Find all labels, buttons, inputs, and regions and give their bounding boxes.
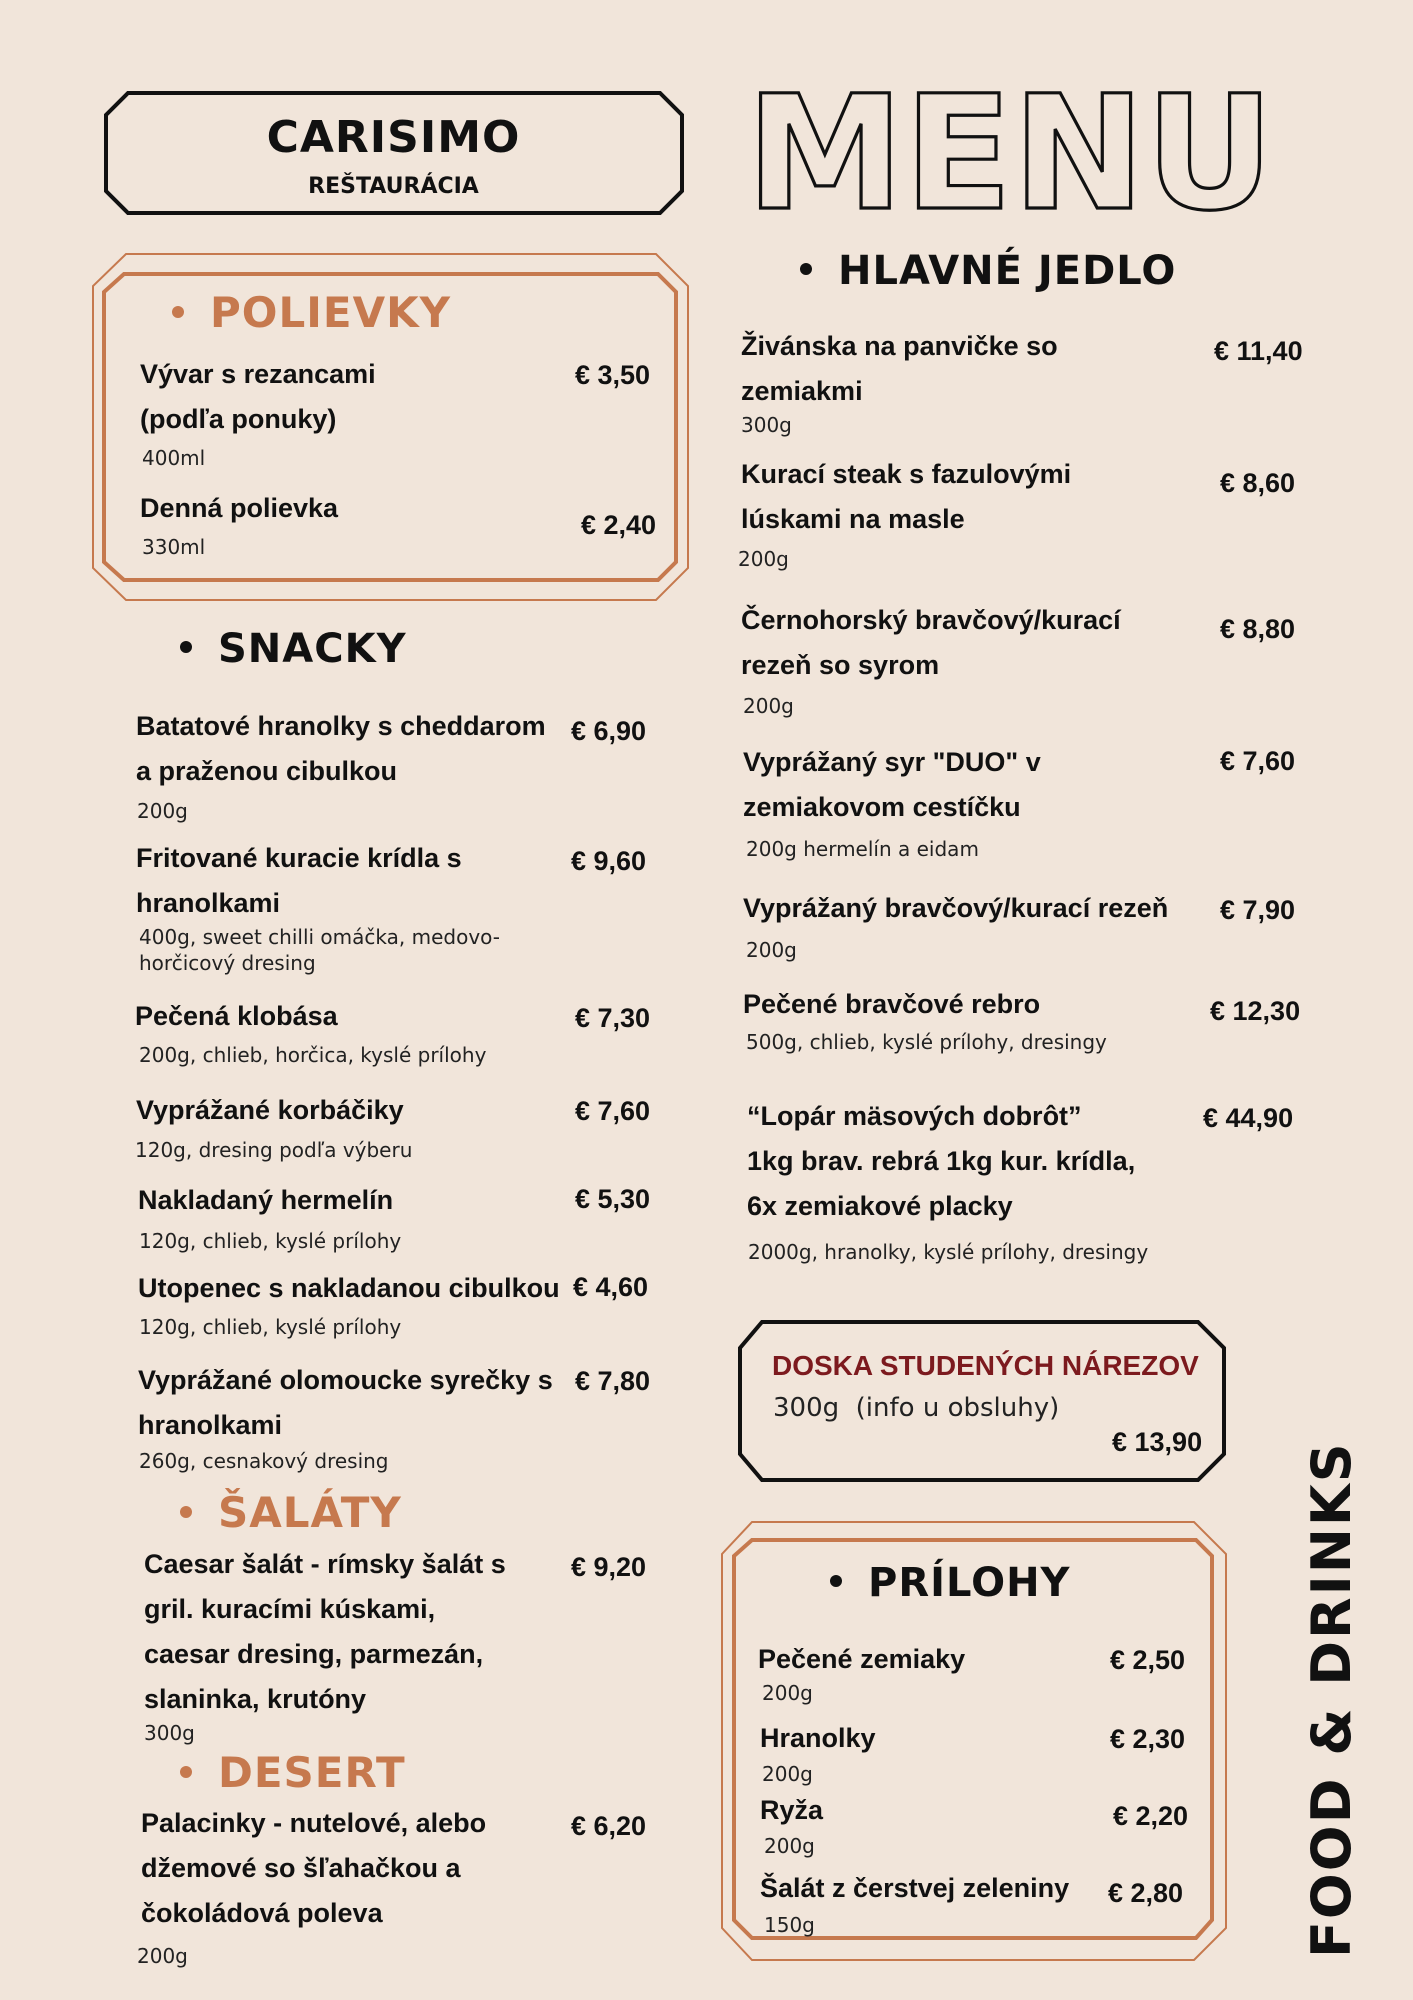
menu-item-price: € 7,80 bbox=[575, 1366, 651, 1396]
menu-item-price: € 7,60 bbox=[575, 1096, 651, 1126]
menu-item-name: Nakladaný hermelín bbox=[138, 1185, 394, 1215]
menu-item-name: “Lopár mäsových dobrôt” 1kg brav. rebrá 1kg kur. krídla, 6x zemiakové placky bbox=[747, 1101, 1136, 1221]
menu-item-name: Pečené bravčové rebro bbox=[743, 989, 1041, 1019]
menu-item-desc: 200g bbox=[738, 547, 789, 571]
menu-item-name: Ryža bbox=[760, 1795, 824, 1825]
menu-item-desc: 150g bbox=[764, 1913, 815, 1937]
menu-item-price: € 6,90 bbox=[571, 716, 647, 746]
menu-item-desc: 120g, chlieb, kyslé prílohy bbox=[139, 1315, 402, 1339]
menu-item-name: Caesar šalát - rímsky šalát s gril. kuracími kúskami, caesar dresing, parmezán, slaninka, krutóny bbox=[144, 1549, 506, 1714]
menu-item-price: € 2,40 bbox=[581, 510, 657, 540]
menu-item-price: € 7,30 bbox=[575, 1003, 651, 1033]
section-heading-polievky: POLIEVKY bbox=[172, 288, 451, 337]
menu-item-price: € 4,60 bbox=[573, 1272, 649, 1302]
menu-item-name: Vyprážané korbáčiky bbox=[136, 1095, 404, 1125]
section-heading-desert: DESERT bbox=[180, 1748, 406, 1797]
doska-price: € 13,90 bbox=[1112, 1427, 1203, 1457]
menu-item-price: € 5,30 bbox=[575, 1184, 651, 1214]
menu-item-name: Batatové hranolky s cheddarom a praženou cibulkou bbox=[136, 711, 546, 786]
menu-item-name: Utopenec s nakladanou cibulkou bbox=[138, 1273, 560, 1303]
menu-item-desc: 200g bbox=[137, 1944, 188, 1968]
menu-item-price: € 11,40 bbox=[1214, 336, 1303, 366]
menu-item-price: € 12,30 bbox=[1210, 996, 1301, 1026]
menu-item-desc: 200g hermelín a eidam bbox=[746, 837, 979, 861]
bullet-dot bbox=[800, 263, 812, 275]
menu-item-desc: 200g bbox=[764, 1834, 815, 1858]
menu-item-name: Vyprážaný bravčový/kurací rezeň bbox=[743, 893, 1169, 923]
menu-item-desc: 120g, dresing podľa výberu bbox=[135, 1138, 413, 1162]
menu-item-desc: 400g, sweet chilli omáčka, medovo- horčicový dresing bbox=[139, 925, 500, 975]
bullet-dot bbox=[180, 1506, 192, 1518]
menu-item-price: € 2,30 bbox=[1110, 1724, 1186, 1754]
menu-item-name: Hranolky bbox=[760, 1723, 876, 1753]
bullet-dot bbox=[172, 306, 184, 318]
restaurant-subtitle: REŠTAURÁCIA bbox=[308, 174, 479, 199]
menu-item-name: Vyprážaný syr "DUO" v zemiakovom cestíčku bbox=[743, 747, 1041, 822]
menu-item-price: € 3,50 bbox=[575, 360, 651, 390]
menu-title bbox=[746, 86, 1276, 216]
menu-item-desc: 200g bbox=[762, 1681, 813, 1705]
menu-item-name: Denná polievka bbox=[140, 493, 339, 523]
menu-item-desc: 200g bbox=[762, 1762, 813, 1786]
side-label-food-drinks: FOOD & DRINKS bbox=[1300, 1441, 1363, 1958]
doska-title: DOSKA STUDENÝCH NÁREZOV bbox=[772, 1350, 1199, 1381]
menu-item-desc: 200g bbox=[137, 799, 188, 823]
menu-item-price: € 7,60 bbox=[1220, 746, 1296, 776]
section-heading-hlavne-jedlo: HLAVNÉ JEDLO bbox=[800, 248, 1176, 294]
menu-item-name: Pečené zemiaky bbox=[758, 1644, 966, 1674]
menu-item-desc: 300g bbox=[741, 413, 792, 437]
menu-item-price: € 9,20 bbox=[571, 1552, 647, 1582]
menu-item-name: Fritované kuracie krídla s hranolkami bbox=[136, 843, 462, 918]
menu-item-desc: 500g, chlieb, kyslé prílohy, dresingy bbox=[746, 1030, 1107, 1054]
menu-item-desc: 400ml bbox=[142, 446, 206, 470]
menu-item-name: Vyprážané olomoucke syrečky s hranolkami bbox=[138, 1365, 553, 1440]
menu-item-name: Palacinky - nutelové, alebo džemové so šľahačkou a čokoládová poleva bbox=[141, 1808, 487, 1928]
menu-item-desc: 200g bbox=[743, 694, 794, 718]
menu-item-desc: 200g, chlieb, horčica, kyslé prílohy bbox=[139, 1043, 487, 1067]
menu-item-desc: 200g bbox=[746, 938, 797, 962]
menu-item-price: € 2,20 bbox=[1113, 1801, 1189, 1831]
menu-item-desc: 2000g, hranolky, kyslé prílohy, dresingy bbox=[748, 1240, 1149, 1264]
bullet-dot bbox=[180, 641, 192, 653]
menu-item-price: € 9,60 bbox=[571, 846, 647, 876]
menu-item-desc: 120g, chlieb, kyslé prílohy bbox=[139, 1229, 402, 1253]
menu-item-name: Živánska na panvičke so zemiakmi bbox=[741, 331, 1058, 406]
section-heading-salaty: ŠALÁTY bbox=[180, 1488, 402, 1537]
bullet-dot bbox=[180, 1766, 192, 1778]
bullet-dot bbox=[830, 1575, 842, 1587]
menu-item-price: € 44,90 bbox=[1203, 1103, 1294, 1133]
section-heading-snacky: SNACKY bbox=[180, 626, 407, 672]
menu-item-name: Kurací steak s fazulovými lúskami na masle bbox=[741, 459, 1072, 534]
doska-info: 300g (info u obsluhy) bbox=[773, 1393, 1060, 1423]
menu-item-price: € 7,90 bbox=[1220, 895, 1296, 925]
menu-item-desc: 260g, cesnakový dresing bbox=[139, 1449, 389, 1473]
menu-item-price: € 8,80 bbox=[1220, 614, 1296, 644]
menu-item-desc: 300g bbox=[144, 1721, 195, 1745]
menu-item-name: Vývar s rezancami (podľa ponuky) bbox=[140, 359, 376, 434]
svg-text:MENU: MENU bbox=[746, 86, 1274, 216]
menu-item-name: Pečená klobása bbox=[135, 1001, 338, 1031]
menu-item-name: Šalát z čerstvej zeleniny bbox=[760, 1873, 1070, 1903]
menu-item-name: Černohorský bravčový/kurací rezeň so syrom bbox=[741, 605, 1121, 680]
section-heading-prilohy: PRÍLOHY bbox=[830, 1560, 1071, 1606]
menu-item-desc: 330ml bbox=[142, 535, 206, 559]
menu-item-price: € 2,80 bbox=[1108, 1878, 1184, 1908]
menu-item-price: € 8,60 bbox=[1220, 468, 1296, 498]
restaurant-name: CARISIMO bbox=[266, 112, 521, 163]
menu-item-price: € 2,50 bbox=[1110, 1645, 1186, 1675]
menu-item-price: € 6,20 bbox=[571, 1811, 647, 1841]
